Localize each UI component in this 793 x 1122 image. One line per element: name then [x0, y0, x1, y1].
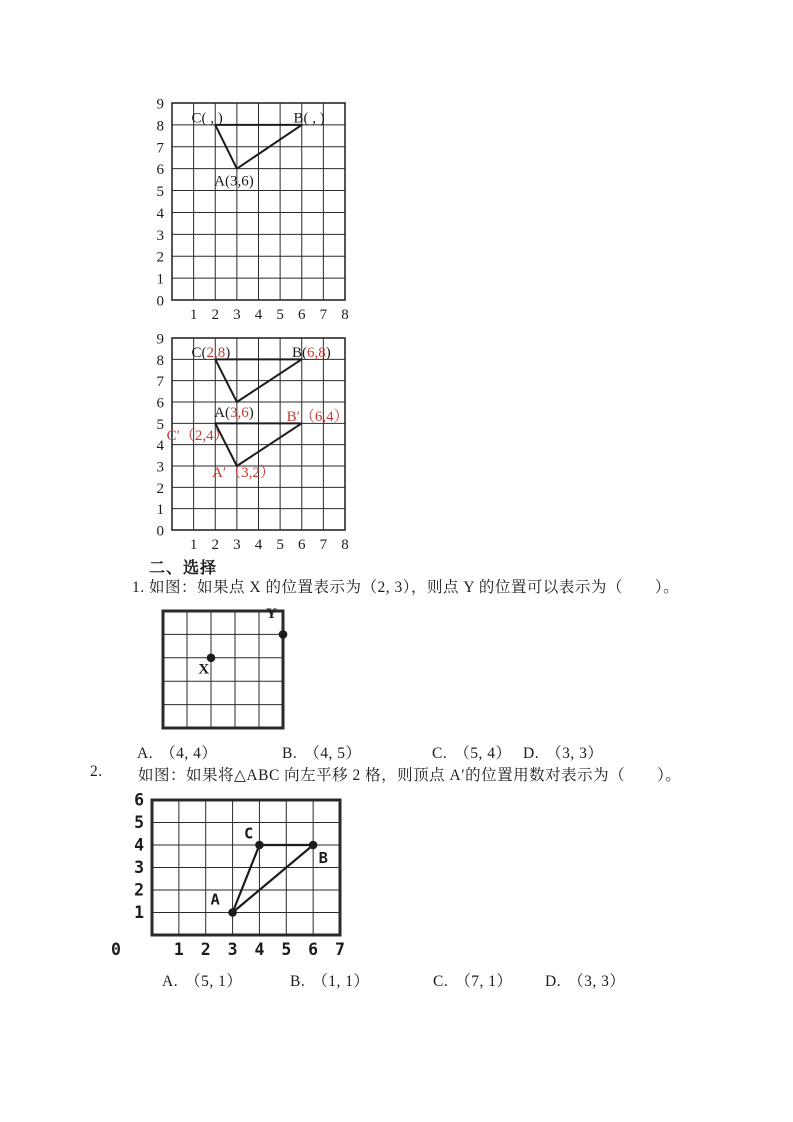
svg-text:1: 1	[189, 537, 198, 553]
svg-text:C: C	[244, 824, 254, 843]
svg-text:B: B	[318, 849, 329, 867]
svg-text:5: 5	[276, 537, 284, 553]
svg-text:A(3,6): A(3,6)	[214, 173, 254, 190]
svg-text:0: 0	[156, 523, 164, 540]
svg-text:5: 5	[156, 416, 164, 433]
svg-text:4: 4	[254, 537, 263, 553]
q1-option-d: D. （3, 3）	[523, 745, 604, 762]
svg-text:0: 0	[111, 940, 121, 959]
q2-option-d: D. （3, 3）	[545, 973, 626, 990]
svg-text:2: 2	[134, 880, 144, 900]
svg-text:1: 1	[156, 502, 164, 519]
svg-text:5: 5	[134, 813, 144, 832]
svg-text:C(2,8): C(2,8)	[191, 344, 231, 361]
figure-blank-coordinate-grid	[140, 90, 355, 330]
svg-text:6: 6	[134, 790, 144, 810]
svg-text:B(6,8): B(6,8)	[292, 344, 331, 361]
svg-text:3: 3	[134, 858, 144, 877]
svg-text:5: 5	[281, 940, 292, 959]
q1-option-a: A. （4, 4）	[137, 745, 218, 762]
svg-text:8: 8	[341, 307, 349, 323]
svg-text:5: 5	[156, 184, 164, 201]
svg-text:A′（3,2）: A′（3,2）	[212, 465, 275, 482]
question-2-text: 如图：如果将△ABC 向左平移 2 格，则顶点 A′的位置用数对表示为（ ）。	[138, 767, 682, 784]
svg-text:1: 1	[134, 903, 144, 922]
question-1-text: 如图：如果点 X 的位置表示为（2, 3），则点 Y 的位置可以表示为（ ）。	[149, 579, 680, 596]
q1-option-c: C. （5, 4）	[432, 745, 512, 762]
svg-text:3: 3	[227, 940, 238, 959]
svg-text:3: 3	[156, 227, 164, 244]
q1-option-b: B. （4, 5）	[282, 745, 362, 762]
svg-text:8: 8	[156, 118, 164, 135]
svg-text:4: 4	[156, 438, 164, 455]
svg-text:7: 7	[319, 537, 328, 553]
svg-text:4: 4	[254, 307, 263, 323]
svg-text:6: 6	[308, 940, 319, 959]
svg-text:6: 6	[298, 307, 306, 323]
figure-triangle-abc-grid	[100, 790, 362, 968]
svg-text:C( , ): C( , )	[191, 110, 223, 127]
svg-text:X: X	[198, 661, 210, 678]
svg-text:2: 2	[211, 307, 219, 323]
svg-text:3: 3	[156, 459, 164, 476]
svg-text:7: 7	[319, 307, 328, 323]
figure-answered-coordinate-grid	[140, 325, 355, 560]
svg-text:2: 2	[200, 940, 211, 959]
svg-text:3: 3	[233, 537, 241, 553]
svg-text:3: 3	[233, 307, 241, 323]
svg-text:0: 0	[156, 293, 164, 310]
question-2-number: 2.	[90, 763, 103, 780]
svg-text:C′（2,4）: C′（2,4）	[166, 427, 229, 444]
svg-text:2: 2	[156, 480, 164, 497]
svg-text:2: 2	[156, 249, 164, 266]
q2-option-b: B. （1, 1）	[290, 973, 370, 990]
svg-text:5: 5	[276, 307, 284, 323]
svg-text:2: 2	[211, 537, 219, 553]
q2-option-a: A. （5, 1）	[162, 973, 243, 990]
svg-text:9: 9	[156, 331, 164, 348]
figure-xy-point-grid	[150, 600, 295, 740]
svg-text:7: 7	[156, 374, 164, 391]
svg-text:6: 6	[156, 395, 164, 412]
svg-text:6: 6	[298, 537, 306, 553]
svg-text:A(3,6): A(3,6)	[214, 404, 254, 421]
svg-text:1: 1	[156, 271, 164, 288]
question-1	[132, 575, 679, 597]
q2-option-c: C. （7, 1）	[433, 973, 513, 990]
svg-text:1: 1	[189, 307, 198, 323]
svg-text:8: 8	[341, 537, 349, 553]
svg-text:9: 9	[156, 96, 164, 113]
svg-text:7: 7	[156, 140, 164, 157]
svg-text:1: 1	[173, 940, 184, 959]
svg-text:7: 7	[335, 940, 345, 959]
svg-text:6: 6	[156, 162, 164, 179]
svg-text:4: 4	[156, 205, 164, 222]
svg-text:A: A	[210, 890, 220, 909]
svg-text:8: 8	[156, 352, 164, 369]
svg-text:4: 4	[254, 940, 265, 959]
svg-text:B′（6,4）: B′（6,4）	[286, 408, 349, 425]
svg-text:Y: Y	[266, 606, 277, 623]
svg-text:B( , ): B( , )	[293, 110, 325, 127]
question-1-number: 1.	[132, 579, 145, 596]
section-heading: 二、选择	[149, 560, 218, 577]
svg-text:4: 4	[134, 835, 144, 855]
